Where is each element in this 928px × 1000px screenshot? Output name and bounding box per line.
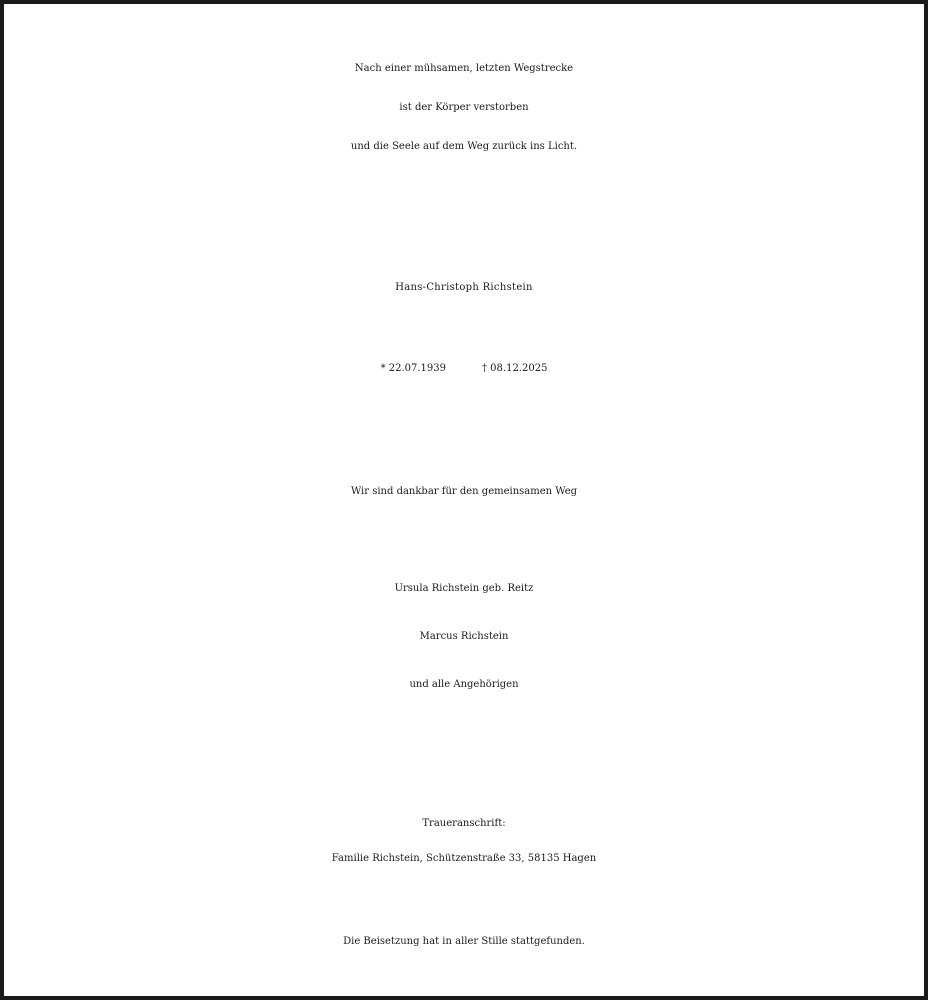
verse-line-2: ist der Körper verstorben: [399, 102, 529, 113]
address-value: Familie Richstein, Schützenstraße 33, 58135 Hagen: [331, 853, 597, 864]
deceased-name: Hans-Christoph Richstein: [395, 282, 533, 293]
thanks-line: Wir sind dankbar für den gemeinsamen Weg: [350, 486, 578, 497]
family-line-3: und alle Angehörigen: [409, 679, 519, 690]
verse-line-3: und die Seele auf dem Weg zurück ins Licht.: [350, 141, 578, 152]
burial-note: Die Beisetzung hat in aller Stille stattgefunden.: [343, 936, 585, 947]
family-line-2: Marcus Richstein: [419, 631, 509, 642]
address-label: Traueranschrift:: [422, 818, 506, 829]
death-date: † 08.12.2025: [482, 363, 548, 374]
life-dates: [4, 352, 924, 386]
birth-date: * 22.07.1939: [380, 363, 446, 374]
verse-line-1: Nach einer mühsamen, letzten Wegstrecke: [354, 63, 574, 74]
family-line-1: Ursula Richstein geb. Reitz: [394, 583, 534, 594]
